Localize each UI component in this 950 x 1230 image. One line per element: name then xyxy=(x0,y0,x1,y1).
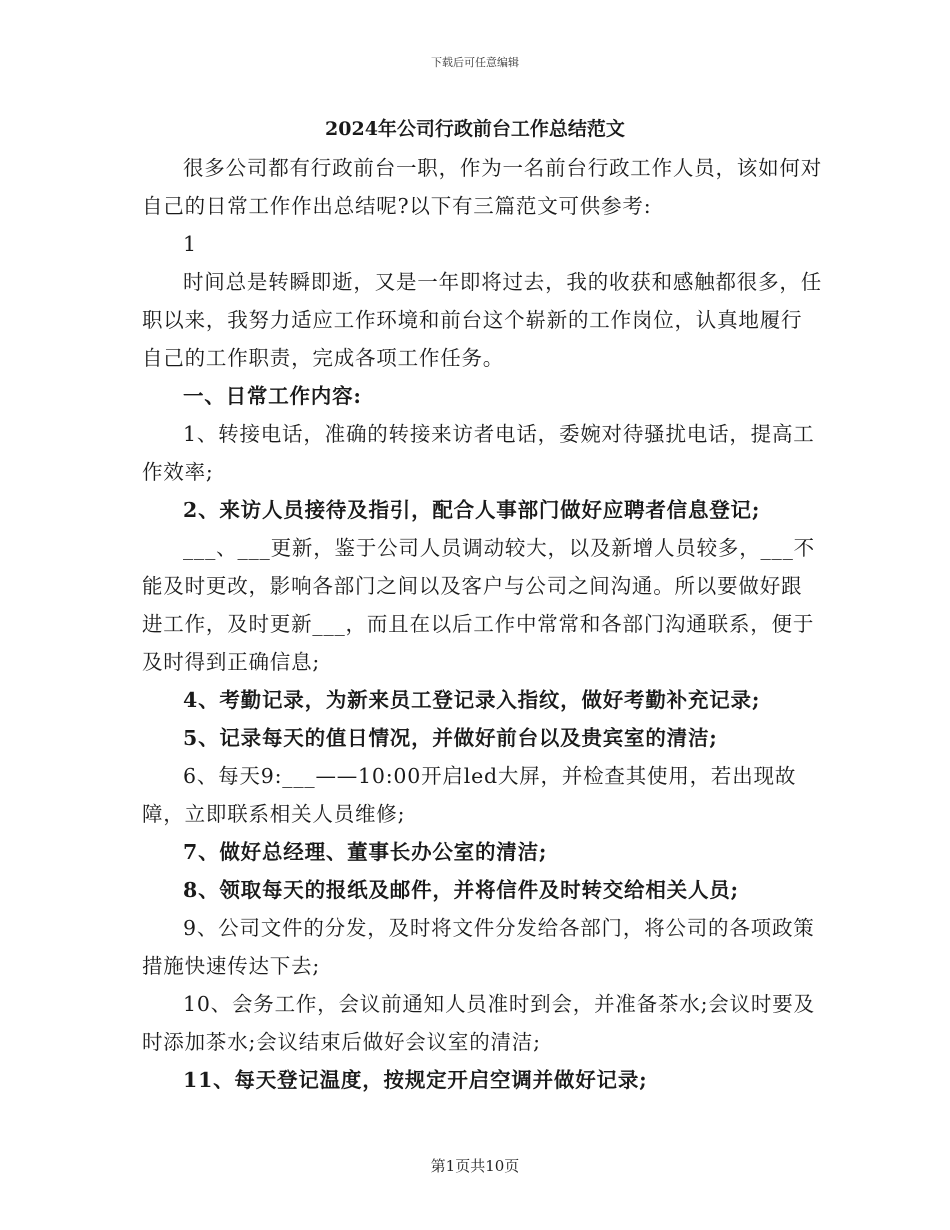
list-item: 8、领取每天的报纸及邮件，并将信件及时转交给相关人员; xyxy=(183,878,739,902)
list-item: 7、做好总经理、董事长办公室的清洁; xyxy=(183,840,548,864)
paragraph: 时间总是转瞬即逝，又是一年即将过去，我的收获和感触都很多，任职以来，我努力适应工作环境和前台这个崭新的工作岗位，认真地履行自己的工作职责，完成各项工作任务。 xyxy=(142,270,822,370)
list-item: 11、每天登记温度，按规定开启空调并做好记录; xyxy=(183,1068,648,1092)
paragraph: 很多公司都有行政前台一职，作为一名前台行政工作人员，该如何对自己的日常工作作出总结呢?以下有三篇范文可供参考: xyxy=(142,156,822,218)
list-item: 6、每天9:___——10:00开启led大屏，并检查其使用，若出现故障，立即联系相关人员维修; xyxy=(142,764,797,826)
header-note: 下载后可任意编辑 xyxy=(431,56,519,69)
document-title: 2024年公司行政前台工作总结范文 xyxy=(325,118,625,140)
list-item: ___、___更新，鉴于公司人员调动较大，以及新增人员较多，___不能及时更改，影响各部门之间以及客户与公司之间沟通。所以要做好跟进工作，及时更新___，而且在以后工作中常常和各部门沟通联系，便于及时得到正确信息; xyxy=(142,536,815,674)
page-footer: 第1页共10页 xyxy=(430,1157,520,1175)
list-item: 5、记录每天的值日情况，并做好前台以及贵宾室的清洁; xyxy=(183,726,718,750)
list-item: 4、考勤记录，为新来员工登记录入指纹，做好考勤补充记录; xyxy=(183,688,761,712)
list-item: 9、公司文件的分发，及时将文件分发给各部门，将公司的各项政策措施快速传达下去; xyxy=(142,916,815,978)
list-item: 2、来访人员接待及指引，配合人事部门做好应聘者信息登记; xyxy=(183,498,761,522)
paragraph: 1 xyxy=(183,232,197,256)
section-heading: 一、日常工作内容: xyxy=(183,384,362,408)
document-body xyxy=(142,149,822,1099)
list-item: 10、会务工作，会议前通知人员准时到会，并准备茶水;会议时要及时添加茶水;会议结束后做好会议室的清洁; xyxy=(142,992,815,1054)
list-item: 1、转接电话，准确的转接来访者电话，委婉对待骚扰电话，提高工作效率; xyxy=(142,422,815,484)
